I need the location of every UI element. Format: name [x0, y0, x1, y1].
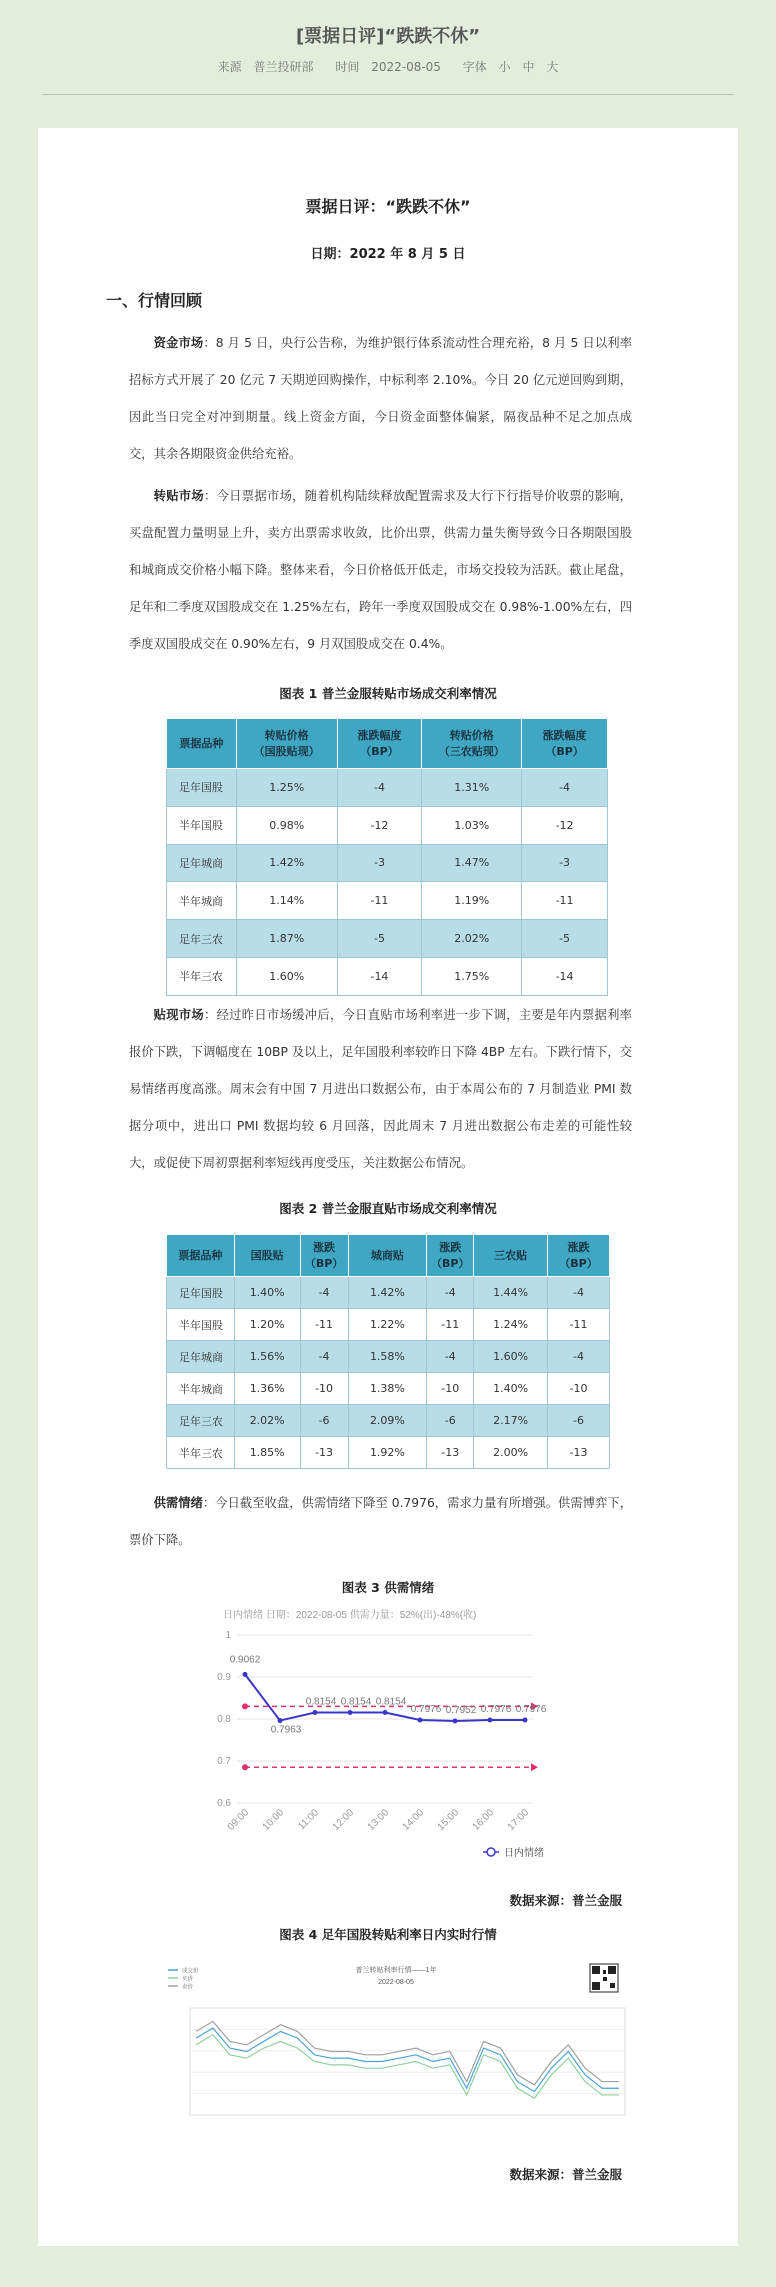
table-cell: -14	[337, 957, 422, 995]
column-header: 转贴价格 （国股贴现）	[236, 719, 337, 769]
table-cell: 1.40%	[234, 1277, 300, 1309]
table-row	[167, 957, 608, 995]
data-source-1: 数据来源：普兰金服	[509, 1893, 622, 1908]
row-label-cell: 半年国股	[167, 1309, 235, 1341]
x-tick-label: 13:00	[365, 1807, 392, 1833]
x-tick-label: 11:00	[296, 1807, 322, 1833]
table-cell: -4	[337, 769, 422, 807]
paragraph-discount-market	[129, 997, 632, 1182]
column-header: 涨跌 （BP）	[427, 1235, 474, 1277]
data-label: 0.7952	[445, 1705, 477, 1717]
reference-arrow	[531, 1763, 538, 1771]
y-tick-label: 1	[225, 1630, 231, 1641]
source-value: 普兰投研部	[253, 60, 314, 74]
row-label-cell: 足年国股	[167, 1277, 235, 1309]
table-cell: 2.00%	[474, 1437, 548, 1469]
x-tick-label: 17:00	[505, 1807, 532, 1833]
chart-legend[interactable]	[483, 1846, 544, 1859]
sentiment-chart	[215, 1600, 560, 1868]
table-cell: 1.36%	[234, 1373, 300, 1405]
column-header: 城商贴	[348, 1235, 427, 1277]
rediscount-rate-table	[166, 718, 608, 996]
article-title: 票据日评：“跌跌不休”	[305, 197, 471, 216]
paragraph-funds-market	[129, 325, 632, 473]
column-header: 国股贴	[234, 1235, 300, 1277]
table-cell: -13	[300, 1437, 348, 1469]
data-point	[488, 1718, 493, 1723]
y-tick-label: 0.8	[217, 1714, 231, 1725]
discount-rate-table	[166, 1234, 610, 1469]
paragraph-label: 资金市场	[153, 336, 204, 350]
chart-subtitle: 2022-08-05	[378, 1979, 414, 1986]
column-header: 票据品种	[167, 1235, 235, 1277]
table-cell: -10	[548, 1373, 610, 1405]
table-row	[167, 1405, 610, 1437]
data-point	[313, 1710, 318, 1715]
row-label-cell: 足年三农	[167, 920, 237, 958]
table-row	[167, 1277, 610, 1309]
table-cell: -6	[548, 1405, 610, 1437]
source-label: 来源	[217, 60, 242, 74]
table-cell: 1.25%	[236, 769, 337, 807]
column-header: 涨跌 （BP）	[300, 1235, 348, 1277]
table-row	[167, 844, 608, 882]
x-tick-label: 12:00	[330, 1807, 357, 1833]
row-label-cell: 足年城商	[167, 1341, 235, 1373]
row-label-cell: 足年国股	[167, 769, 237, 807]
data-label: 0.7963	[270, 1724, 302, 1736]
data-label: 0.7976	[410, 1704, 442, 1716]
table-cell: -6	[300, 1405, 348, 1437]
table-row	[167, 1309, 610, 1341]
table-header-row	[167, 1235, 610, 1277]
table-cell: -10	[427, 1373, 474, 1405]
table-cell: -6	[427, 1405, 474, 1437]
paragraph-rediscount-market	[129, 478, 632, 663]
row-label-cell: 半年三农	[167, 1437, 235, 1469]
table-row	[167, 1341, 610, 1373]
table-cell: 1.85%	[234, 1437, 300, 1469]
table-cell: 1.42%	[348, 1277, 427, 1309]
qr-code-icon	[590, 1964, 618, 1992]
paragraph-label: 供需情绪	[153, 1496, 203, 1510]
legend-marker	[487, 1848, 495, 1856]
table-cell: -4	[522, 769, 608, 807]
table-cell: 1.56%	[234, 1341, 300, 1373]
x-tick-label: 14:00	[400, 1807, 427, 1833]
x-tick-label: 10:00	[260, 1807, 287, 1833]
table-cell: 0.98%	[236, 806, 337, 844]
table-cell: 1.58%	[348, 1341, 427, 1373]
paragraph-label: 转贴市场	[153, 489, 204, 503]
table-cell: 1.87%	[236, 920, 337, 958]
article-meta	[0, 58, 776, 75]
data-label: 0.9062	[229, 1654, 261, 1666]
chart-title: 日内情绪 日期：2022-08-05 供需力量：52%(出)-48%(收)	[223, 1610, 477, 1621]
legend-label: 成交价	[182, 1968, 199, 1975]
data-label: 0.7976	[515, 1704, 547, 1716]
table-cell: -14	[522, 957, 608, 995]
data-label: 0.8154	[375, 1696, 407, 1708]
data-point	[383, 1710, 388, 1715]
table-cell: -4	[548, 1341, 610, 1373]
figure-4-caption: 图表 4 足年国股转贴利率日内实时行情	[279, 1927, 497, 1942]
row-label-cell: 半年国股	[167, 806, 237, 844]
y-tick-label: 0.7	[217, 1756, 231, 1767]
legend-label: 卖价	[182, 1984, 194, 1991]
x-tick-label: 09:00	[225, 1807, 252, 1833]
table-cell: -10	[300, 1373, 348, 1405]
table-cell: -11	[337, 882, 422, 920]
table-cell: 2.02%	[234, 1405, 300, 1437]
table-cell: 1.75%	[422, 957, 522, 995]
table-row	[167, 1437, 610, 1469]
table-cell: 1.44%	[474, 1277, 548, 1309]
figure-3-caption: 图表 3 供需情绪	[341, 1580, 435, 1595]
table-row	[167, 882, 608, 920]
table-cell: -11	[522, 882, 608, 920]
table-cell: 1.31%	[422, 769, 522, 807]
table-cell: 1.60%	[474, 1341, 548, 1373]
table-cell: 1.24%	[474, 1309, 548, 1341]
row-label-cell: 足年城商	[167, 844, 237, 882]
table-cell: 1.60%	[236, 957, 337, 995]
font-size-large-button[interactable]: 大	[546, 60, 559, 74]
figure-1-caption: 图表 1 普兰金服转贴市场成交利率情况	[279, 686, 497, 701]
table-cell: 1.47%	[422, 844, 522, 882]
y-tick-label: 0.9	[217, 1672, 231, 1683]
paragraph-text: ：经过昨日市场缓冲后，今日直贴市场利率进一步下调，主要是年内票据利率报价下跌，下调幅度在 10BP 及以上，足年国股利率较昨日下降 4BP 左右。下跌行情下，交易情绪再度高涨。周末会有中国 7 月进出口数据公布，由于本周公布的 7 月制造业 PMI 数据分项中，进出口 PMI 数据均较 6 月回落，因此周末 7 月进出数据公布走差的可能性较大，或促使下周初票据利率短线再度受压，关注数据公布情况。	[129, 1008, 632, 1170]
table-cell: -4	[427, 1341, 474, 1373]
table-cell: -11	[427, 1309, 474, 1341]
column-header: 涨跌 （BP）	[548, 1235, 610, 1277]
table-cell: -11	[300, 1309, 348, 1341]
table-cell: -13	[548, 1437, 610, 1469]
table-cell: -12	[522, 806, 608, 844]
font-size-medium-button[interactable]: 中	[522, 60, 535, 74]
row-label-cell: 半年三农	[167, 957, 237, 995]
reference-start-dot	[242, 1703, 248, 1709]
paragraph-text: ：今日票据市场，随着机构陆续释放配置需求及大行下行指导价收票的影响，买盘配置力量明显上升，卖方出票需求收敛，比价出票，供需力量失衡导致今日各期限国股和城商成交价格小幅下降。整体来看，今日价格低开低走，市场交投较为活跃。截止尾盘，足年和二季度双国股成交在 1.25%左右，跨年一季度双国股成交在 0.98%-1.00%左右，四季度双国股成交在 0.90%左右，9 月双国股成交在 0.4%。	[129, 489, 632, 651]
column-header: 涨跌幅度 （BP）	[337, 719, 422, 769]
data-point	[418, 1718, 423, 1723]
legend-label: 买价	[182, 1976, 194, 1983]
table-cell: -3	[522, 844, 608, 882]
chart-background	[160, 1960, 632, 2140]
table-row	[167, 806, 608, 844]
column-header: 涨跌幅度 （BP）	[522, 719, 608, 769]
table-cell: -4	[300, 1277, 348, 1309]
data-label: 0.8154	[305, 1696, 337, 1708]
table-cell: -5	[522, 920, 608, 958]
data-source-2: 数据来源：普兰金服	[509, 2167, 622, 2182]
x-tick-label: 16:00	[470, 1807, 497, 1833]
table-cell: -4	[427, 1277, 474, 1309]
column-header: 票据品种	[167, 719, 237, 769]
table-cell: 1.38%	[348, 1373, 427, 1405]
data-label: 0.8154	[340, 1696, 372, 1708]
data-label: 0.7976	[480, 1704, 512, 1716]
paragraph-text: ：8 月 5 日，央行公告称，为维护银行体系流动性合理充裕，8 月 5 日以利率招标方式开展了 20 亿元 7 天期逆回购操作，中标利率 2.10%。今日 20 亿元逆回购到期，因此当日完全对冲到期量。线上资金方面，今日资金面整体偏紧，隔夜品种不足之加点成交，其余各期限资金供给充裕。	[129, 336, 632, 461]
data-point	[278, 1718, 283, 1723]
table-cell: 1.40%	[474, 1373, 548, 1405]
table-cell: 1.22%	[348, 1309, 427, 1341]
table-cell: 1.20%	[234, 1309, 300, 1341]
font-size-label: 字体	[462, 60, 487, 74]
column-header: 三农贴	[474, 1235, 548, 1277]
table-cell: 1.92%	[348, 1437, 427, 1469]
column-header: 转贴价格 （三农贴现）	[422, 719, 522, 769]
table-cell: 1.19%	[422, 882, 522, 920]
table-cell: 2.17%	[474, 1405, 548, 1437]
data-point	[523, 1718, 528, 1723]
row-label-cell: 半年城商	[167, 882, 237, 920]
page-title: [票据日评]“跌跌不休”	[295, 26, 481, 47]
table-cell: 1.03%	[422, 806, 522, 844]
table-cell: -12	[337, 806, 422, 844]
data-point	[453, 1719, 458, 1724]
paragraph-sentiment	[129, 1485, 632, 1559]
table-cell: -3	[337, 844, 422, 882]
section-heading: 一、行情回顾	[106, 291, 203, 310]
table-cell: -4	[548, 1277, 610, 1309]
paragraph-text: ：今日截至收盘，供需情绪下降至 0.7976，需求力量有所增强。供需博弈下，票价下降。	[129, 1496, 632, 1547]
legend-label: 日内情绪	[504, 1848, 544, 1859]
table-cell: 2.02%	[422, 920, 522, 958]
header-divider	[42, 94, 734, 95]
chart-title: 普兰转贴利率行情——1年	[355, 1967, 437, 1974]
time-value: 2022-08-05	[371, 60, 441, 74]
x-tick-label: 15:00	[435, 1807, 462, 1833]
intraday-rate-chart	[160, 1960, 632, 2140]
time-label: 时间	[335, 60, 360, 74]
table-cell: 1.14%	[236, 882, 337, 920]
table-cell: -4	[300, 1341, 348, 1373]
table-row	[167, 769, 608, 807]
table-cell: 2.09%	[348, 1405, 427, 1437]
table-cell: -5	[337, 920, 422, 958]
font-size-small-button[interactable]: 小	[498, 60, 511, 74]
data-point	[348, 1710, 353, 1715]
table-cell: -13	[427, 1437, 474, 1469]
paragraph-label: 贴现市场	[153, 1008, 204, 1022]
article-date: 日期：2022 年 8 月 5 日	[310, 247, 466, 262]
row-label-cell: 足年三农	[167, 1405, 235, 1437]
table-cell: 1.42%	[236, 844, 337, 882]
table-cell: -11	[548, 1309, 610, 1341]
table-header-row	[167, 719, 608, 769]
table-row	[167, 1373, 610, 1405]
row-label-cell: 半年城商	[167, 1373, 235, 1405]
data-point	[243, 1672, 248, 1677]
table-row	[167, 920, 608, 958]
figure-2-caption: 图表 2 普兰金服直贴市场成交利率情况	[279, 1201, 497, 1216]
y-tick-label: 0.6	[217, 1798, 231, 1809]
reference-start-dot	[242, 1764, 248, 1770]
